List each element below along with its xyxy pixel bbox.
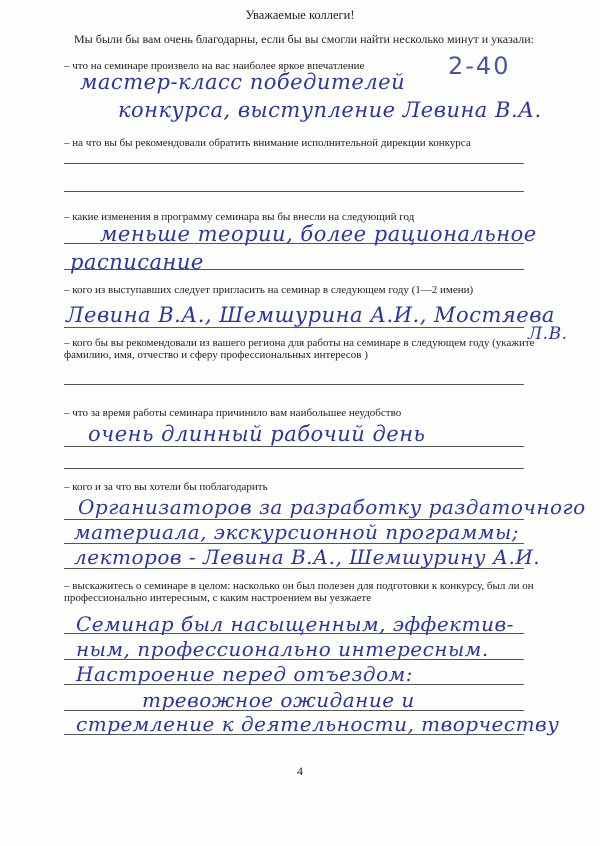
question-1: – что на семинаре произвело на вас наиболее яркое впечатление bbox=[64, 60, 365, 72]
answer-6-line-1: очень длинный рабочий день bbox=[88, 422, 426, 446]
question-8: – выскажитесь о семинаре в целом: насколько он был полезен для подготовки к конкурсу, был ли он профессионально интересным, с каким настроением вы уезжаете bbox=[64, 580, 534, 604]
question-7: – кого и за что вы хотели бы поблагодарить bbox=[64, 481, 268, 493]
question-4: – кого из выступавших следует пригласить на семинар в следующем году (1—2 имени) bbox=[64, 284, 474, 296]
answer-line bbox=[64, 327, 524, 328]
intro-text: Мы были бы вам очень благодарны, если бы вы смогли найти несколько минут и указали: bbox=[74, 32, 535, 46]
question-3: – какие изменения в программу семинара вы бы внесли на следующий год bbox=[64, 211, 415, 223]
answer-7-line-2: материала, экскурсионной программы; bbox=[74, 520, 519, 544]
answer-1-line-2: конкурса, выступление Левина В.А. bbox=[118, 98, 542, 122]
page-number: 4 bbox=[297, 764, 303, 778]
answer-line bbox=[64, 384, 524, 385]
answer-4-line-1: Левина В.А., Шемшурина А.И., Мостяева bbox=[66, 303, 555, 327]
answer-8-line-1: Семинар был насыщенным, эффектив- bbox=[76, 612, 514, 636]
answer-line bbox=[64, 163, 524, 164]
answer-1-line-1: мастер-класс победителей bbox=[80, 70, 406, 94]
answer-8-line-2: ным, профессионально интересным. bbox=[76, 637, 489, 661]
answer-8-line-5: стремление к деятельности, творчеству bbox=[76, 712, 560, 736]
answer-8-line-3: Настроение перед отъездом: bbox=[76, 662, 413, 686]
question-2: – на что вы бы рекомендовали обратить внимание исполнительной дирекции конкурса bbox=[64, 137, 471, 149]
answer-7-line-1: Организаторов за разработку раздаточного bbox=[78, 495, 586, 519]
answer-4-line-2: Л.В. bbox=[528, 324, 568, 344]
answer-8-line-4: тревожное ожидание и bbox=[142, 688, 415, 712]
answer-3-line-1: меньше теории, более рациональное bbox=[100, 222, 537, 246]
page-title: Уважаемые коллеги! bbox=[245, 8, 355, 22]
answer-line bbox=[64, 191, 524, 192]
handwritten-score: 2-40 bbox=[448, 52, 511, 80]
answer-line bbox=[64, 468, 524, 469]
question-5: – кого бы вы рекомендовали из вашего региона для работы на семинаре в следующем году (укажите фамилию, имя, отчество и сферу профессиональных интересов ) bbox=[64, 337, 535, 361]
question-6: – что за время работы семинара причинило вам наибольшее неудобство bbox=[64, 407, 402, 419]
answer-3-line-2: расписание bbox=[70, 250, 204, 274]
answer-line bbox=[64, 446, 524, 447]
answer-7-line-3: лекторов - Левина В.А., Шемшурину А.И. bbox=[74, 545, 541, 569]
